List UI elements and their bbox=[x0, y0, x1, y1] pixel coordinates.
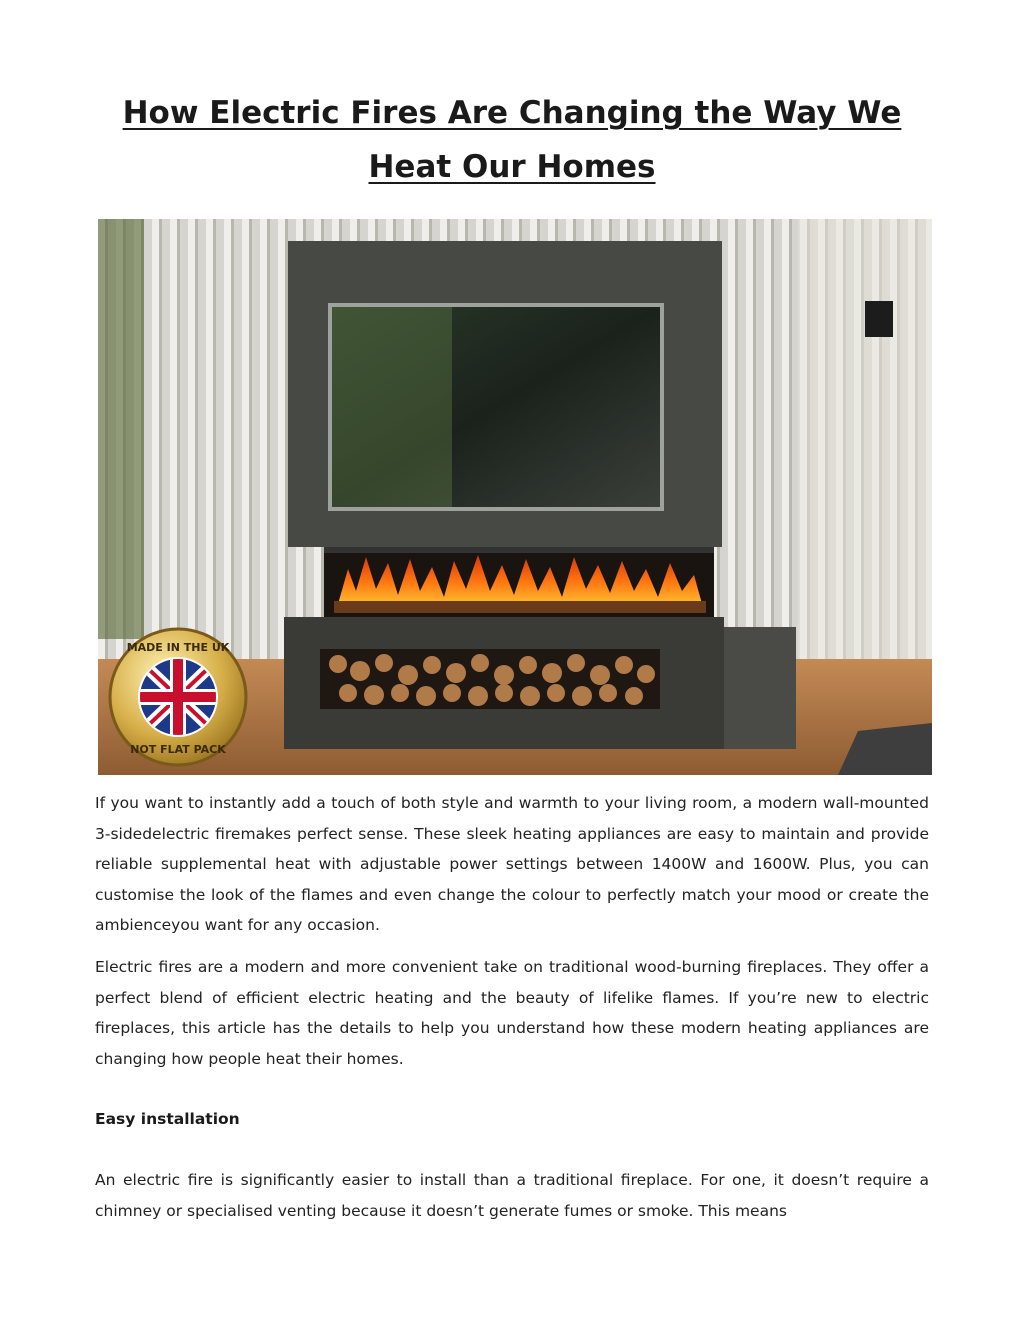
badge-text-top: MADE IN THE UK bbox=[126, 641, 230, 654]
badge-text-bottom: NOT FLAT PACK bbox=[130, 743, 226, 756]
title-line-2: Heat Our Homes bbox=[368, 149, 656, 185]
paragraph-intro: If you want to instantly add a touch of both style and warmth to your living room, a modern wall-mounted 3-sidedelectric firemakes perfect sense. These sleek heating appliances are easy to maintain and provide reliable supplemental heat with adjustable power settings between 1400W and 1600W. Plus, you can customise the look of the flames and even change the colour to perfectly match your mood or create the ambienceyou want for any occasion. bbox=[95, 794, 929, 934]
paragraph-overview: Electric fires are a modern and more convenient take on traditional wood-burning fireplaces. They offer a perfect blend of efficient electric heating and the beauty of lifelike flames. If you’re new to electric fireplaces, this article has the details to help you understand how these modern heating appliances are changing how people heat their homes. bbox=[95, 958, 929, 1068]
section-heading-installation: Easy installation bbox=[95, 1110, 240, 1128]
paragraph-installation: An electric fire is significantly easier to install than a traditional fireplace. For one, it doesn’t require a chimney or specialised venting because it doesn’t generate fumes or smoke. This means bbox=[95, 1171, 929, 1220]
made-in-uk-badge bbox=[110, 629, 246, 765]
title-line-1: How Electric Fires Are Changing the Way We bbox=[122, 95, 902, 131]
fireplace-illustration bbox=[98, 219, 932, 775]
page-title bbox=[96, 86, 928, 194]
hero-image bbox=[98, 219, 932, 775]
